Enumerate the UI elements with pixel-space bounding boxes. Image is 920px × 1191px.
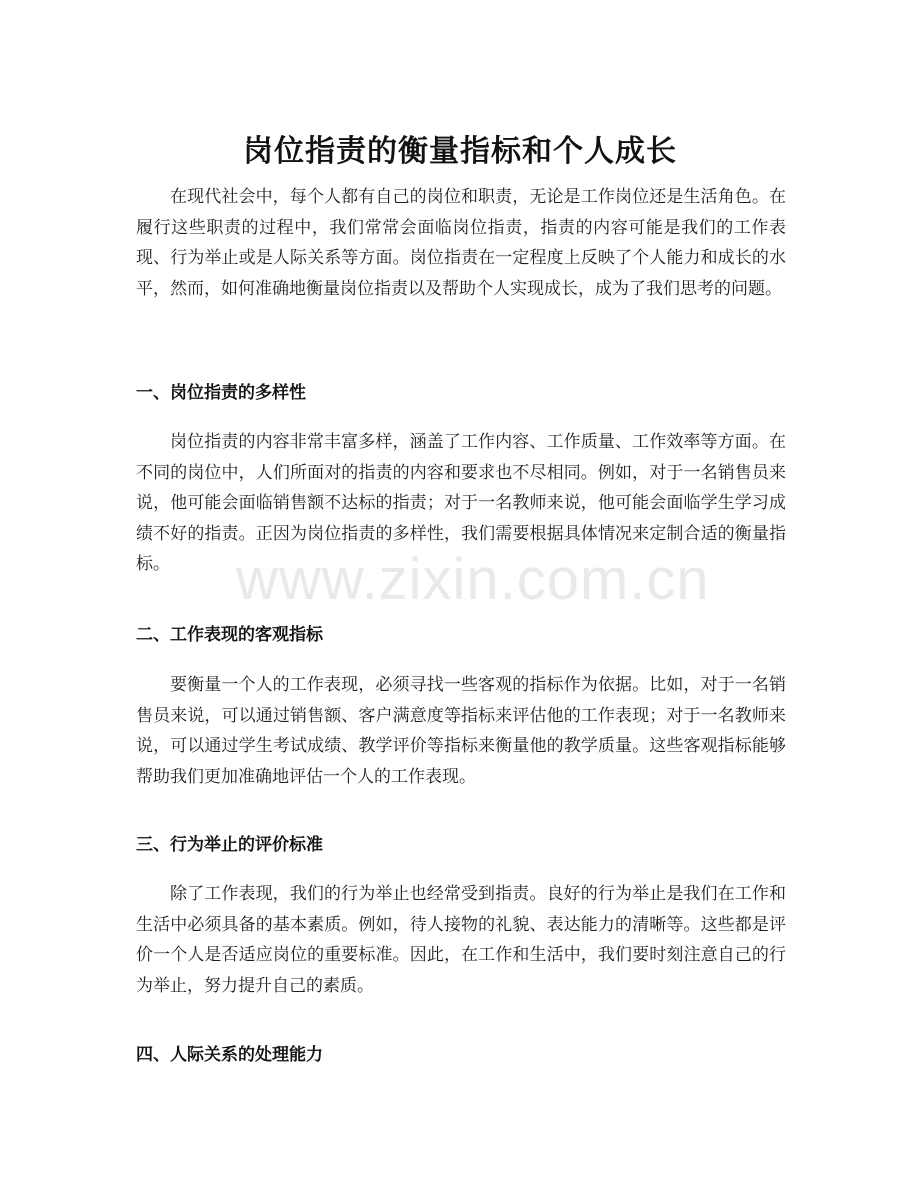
document-title: 岗位指责的衡量指标和个人成长 — [243, 134, 677, 170]
watermark: www.zixin.com.cn — [236, 547, 710, 612]
section-heading-1: 一、岗位指责的多样性 — [136, 383, 306, 403]
intro-paragraph: 在现代社会中，每个人都有自己的岗位和职责，无论是工作岗位还是生活角色。在履行这些职责的过程中，我们常常会面临岗位指责，指责的内容可能是我们的工作表现、行为举止或是人际关系等方面。岗位指责在一定程度上反映了个人能力和成长的水平，然而，如何准确地衡量岗位指责以及帮助个人实现成长，成为了我们思考的问题。 — [136, 187, 786, 299]
section-body-2: 要衡量一个人的工作表现，必须寻找一些客观的指标作为依据。比如，对于一名销售员来说，可以通过销售额、客户满意度等指标来评估他的工作表现；对于一名教师来说，可以通过学生考试成绩、教学评价等指标来衡量他的教学质量。这些客观指标能够帮助我们更加准确地评估一个人的工作表现。 — [136, 675, 786, 787]
section-body-3: 除了工作表现，我们的行为举止也经常受到指责。良好的行为举止是我们在工作和生活中必须具备的基本素质。例如，待人接物的礼貌、表达能力的清晰等。这些都是评价一个人是否适应岗位的重要标准。因此，在工作和生活中，我们要时刻注意自己的行为举止，努力提升自己的素质。 — [136, 884, 786, 996]
section-heading-3: 三、行为举止的评价标准 — [136, 835, 323, 855]
section-body-1: 岗位指责的内容非常丰富多样，涵盖了工作内容、工作质量、工作效率等方面。在不同的岗位中，人们所面对的指责的内容和要求也不尽相同。例如，对于一名销售员来说，他可能会面临销售额不达标的指责；对于一名教师来说，他可能会面临学生学习成绩不好的指责。正因为岗位指责的多样性，我们需要根据具体情况来定制合适的衡量指标。 — [136, 432, 786, 574]
section-heading-4: 四、人际关系的处理能力 — [136, 1045, 323, 1065]
section-heading-2: 二、工作表现的客观指标 — [136, 625, 323, 645]
